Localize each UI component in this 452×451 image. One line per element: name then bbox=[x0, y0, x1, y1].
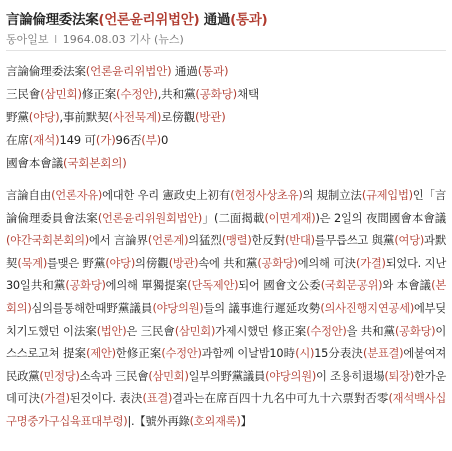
subhead-reading: (언론윤리위법안) bbox=[85, 64, 172, 78]
subhead-reading: (가) bbox=[95, 133, 116, 147]
subhead-text: 96否 bbox=[115, 133, 142, 147]
body-text: 된것이다. 表決 bbox=[69, 392, 143, 406]
body-text: 를맺은 野黨 bbox=[47, 256, 106, 270]
body-text: 에붙여져 民政黨 bbox=[6, 347, 446, 383]
body-text: 과함께 이날밤10時 bbox=[201, 347, 296, 361]
subhead-reading: (재석) bbox=[28, 133, 60, 147]
body-reading: (언론윤리위원회법안) bbox=[97, 211, 203, 225]
body-reading: (헌정사상초유) bbox=[230, 189, 303, 202]
body-reading: (의사진행지연공세) bbox=[320, 301, 414, 315]
subhead-reading: (통과) bbox=[197, 64, 229, 78]
body-reading: (수정안) bbox=[306, 324, 347, 338]
subhead-text: 三民會 bbox=[6, 87, 41, 101]
subhead-text: 野黨 bbox=[6, 110, 29, 124]
body-text: 이 조용히退場 bbox=[316, 369, 385, 383]
subhead-reading: (삼민회) bbox=[40, 87, 82, 101]
body-reading: (맹렬) bbox=[221, 234, 252, 248]
body-text: 의 規制立法 bbox=[302, 189, 362, 202]
body-reading: (삼민회) bbox=[148, 369, 189, 383]
subhead-reading: (방관) bbox=[194, 110, 226, 124]
body-reading: (반대) bbox=[285, 234, 315, 248]
article-meta bbox=[6, 31, 184, 47]
body-text: 되었다. 지난30일共和黨 bbox=[6, 256, 446, 293]
body-reading: (이면게재) bbox=[264, 211, 316, 225]
body-reading: (표결) bbox=[142, 392, 173, 406]
subhead-text: 國會本會議 bbox=[6, 156, 63, 170]
body-reading: (야당) bbox=[105, 256, 135, 270]
body-text: 속에 共和黨 bbox=[198, 256, 258, 270]
meta-separator: I bbox=[54, 33, 58, 46]
body-text: 에의해 單獨提案 bbox=[105, 279, 188, 293]
subhead-line bbox=[6, 131, 446, 150]
body-text: 들의 議事進行遲延攻勢 bbox=[203, 301, 321, 315]
body-reading: (언론자유) bbox=[51, 189, 103, 202]
subhead-reading: (수정안) bbox=[116, 87, 158, 101]
body-text: 와 本會議 bbox=[382, 279, 432, 293]
body-reading: (본회의) bbox=[6, 279, 446, 315]
body-reading: (공화당) bbox=[257, 256, 298, 270]
body-reading: (재석백사십구명중가구십육표대부령) bbox=[6, 392, 446, 428]
source-name: 동아일보 bbox=[6, 33, 49, 46]
body-text: 의傍觀 bbox=[135, 256, 169, 270]
body-reading: (삼민회) bbox=[174, 324, 216, 338]
body-reading: (규제입법) bbox=[361, 189, 413, 202]
body-text: 한反對 bbox=[251, 234, 286, 248]
body-reading: (야당의원) bbox=[152, 301, 204, 315]
body-text: 15分表決 bbox=[314, 347, 364, 361]
body-reading: (공화당) bbox=[65, 279, 106, 293]
subhead-text: 修正案 bbox=[81, 87, 117, 101]
body-reading: (가결) bbox=[356, 256, 386, 270]
body-text: 한修正案 bbox=[115, 347, 162, 361]
body-text: )은 2일의 夜間國會本會議 bbox=[315, 211, 446, 225]
body-reading: (법안) bbox=[96, 324, 127, 338]
subhead-text: 149 可 bbox=[59, 133, 96, 147]
subhead-line bbox=[6, 154, 446, 173]
body-text: 결과는在席百四十九名中可九十六票對否零 bbox=[172, 392, 389, 406]
body-reading: (국회문공위) bbox=[320, 279, 383, 293]
subhead-text: 通過 bbox=[171, 64, 198, 78]
body-reading: (공화당) bbox=[395, 324, 436, 338]
subhead-reading: (사전묵계) bbox=[108, 110, 162, 124]
body-reading: (야당의원) bbox=[265, 369, 317, 383]
publish-date: 1964.08.03 bbox=[62, 33, 126, 46]
article-category: 기사 (뉴스) bbox=[129, 33, 184, 46]
body-text: 과默契 bbox=[6, 234, 447, 270]
body-reading: (민정당) bbox=[39, 369, 80, 383]
body-text: 은 三民會 bbox=[126, 324, 175, 338]
divider bbox=[6, 50, 446, 51]
subhead-text: 在席 bbox=[6, 133, 29, 147]
subhead-text: 言論倫理委法案 bbox=[6, 64, 86, 78]
body-reading: (야간국회본회의) bbox=[6, 234, 89, 248]
title-reading: (언론윤리위법안) bbox=[98, 12, 200, 28]
body-text: 소속과 三民會 bbox=[79, 369, 149, 383]
body-text: 言論自由 bbox=[6, 189, 52, 202]
body-text: 한가운데可決 bbox=[6, 369, 446, 406]
body-text: 가제시했던 修正案 bbox=[215, 324, 307, 338]
subhead-line bbox=[6, 85, 446, 104]
subhead-line bbox=[6, 108, 446, 127]
body-text: 에대한 우리 憲政史上初有 bbox=[102, 189, 231, 202]
subhead-text: 0 bbox=[160, 133, 169, 147]
body-reading: (언론계) bbox=[147, 234, 189, 248]
subhead-reading: (국회본회의) bbox=[62, 156, 127, 170]
body-text: 이스스로고쳐 提案 bbox=[6, 324, 446, 361]
body-reading: (가결) bbox=[40, 392, 70, 406]
article-title bbox=[6, 8, 446, 28]
body-reading: (수정안) bbox=[161, 347, 202, 361]
body-reading: (방관) bbox=[168, 256, 199, 270]
body-reading: (묵계) bbox=[17, 256, 47, 270]
title-reading: (통과) bbox=[230, 12, 268, 28]
subhead-text: 채택 bbox=[237, 87, 260, 101]
body-text: 되어 國會文公委 bbox=[238, 279, 321, 293]
body-reading: (시) bbox=[295, 347, 315, 361]
body-text: 에부딪치기도했던 이法案 bbox=[6, 301, 446, 338]
subhead-reading: (공화당) bbox=[195, 87, 238, 101]
body-reading: (호외재록) bbox=[189, 414, 241, 428]
body-text: |.【號外再錄 bbox=[127, 414, 190, 428]
body-text: 인「言論倫理委員會法案 bbox=[6, 189, 446, 225]
body-text: 의猛烈 bbox=[188, 234, 222, 248]
body-text: 를무릅쓰고 與黨 bbox=[314, 234, 395, 248]
subhead-reading: (야당) bbox=[28, 110, 60, 124]
body-text: 에서 言論界 bbox=[88, 234, 148, 248]
subhead-line bbox=[6, 62, 446, 81]
body-reading: (퇴장) bbox=[384, 369, 414, 383]
subhead-text: ,共和黨 bbox=[157, 87, 196, 101]
title-part: 言論倫理委法案 bbox=[6, 12, 99, 28]
body-reading: (분표결) bbox=[363, 347, 404, 361]
body-reading: (제안) bbox=[86, 347, 116, 361]
subhead-reading: (부) bbox=[141, 133, 161, 147]
body-text: 일부의野黨議員 bbox=[188, 369, 266, 383]
body-reading: (단독제안) bbox=[187, 279, 239, 293]
body-text: 을 共和黨 bbox=[346, 324, 395, 338]
body-text: 】 bbox=[240, 414, 252, 428]
title-part: 通過 bbox=[199, 12, 231, 28]
body-text: 」(二面揭載 bbox=[202, 211, 265, 225]
article-body bbox=[6, 185, 446, 434]
body-reading: (여당) bbox=[394, 234, 425, 248]
body-text: 심의를통해한때野黨議員 bbox=[31, 301, 153, 315]
body-text: 에의해 可決 bbox=[297, 256, 357, 270]
subhead-text: ,事前默契 bbox=[59, 110, 109, 124]
subhead-text: 로傍觀 bbox=[161, 110, 195, 124]
